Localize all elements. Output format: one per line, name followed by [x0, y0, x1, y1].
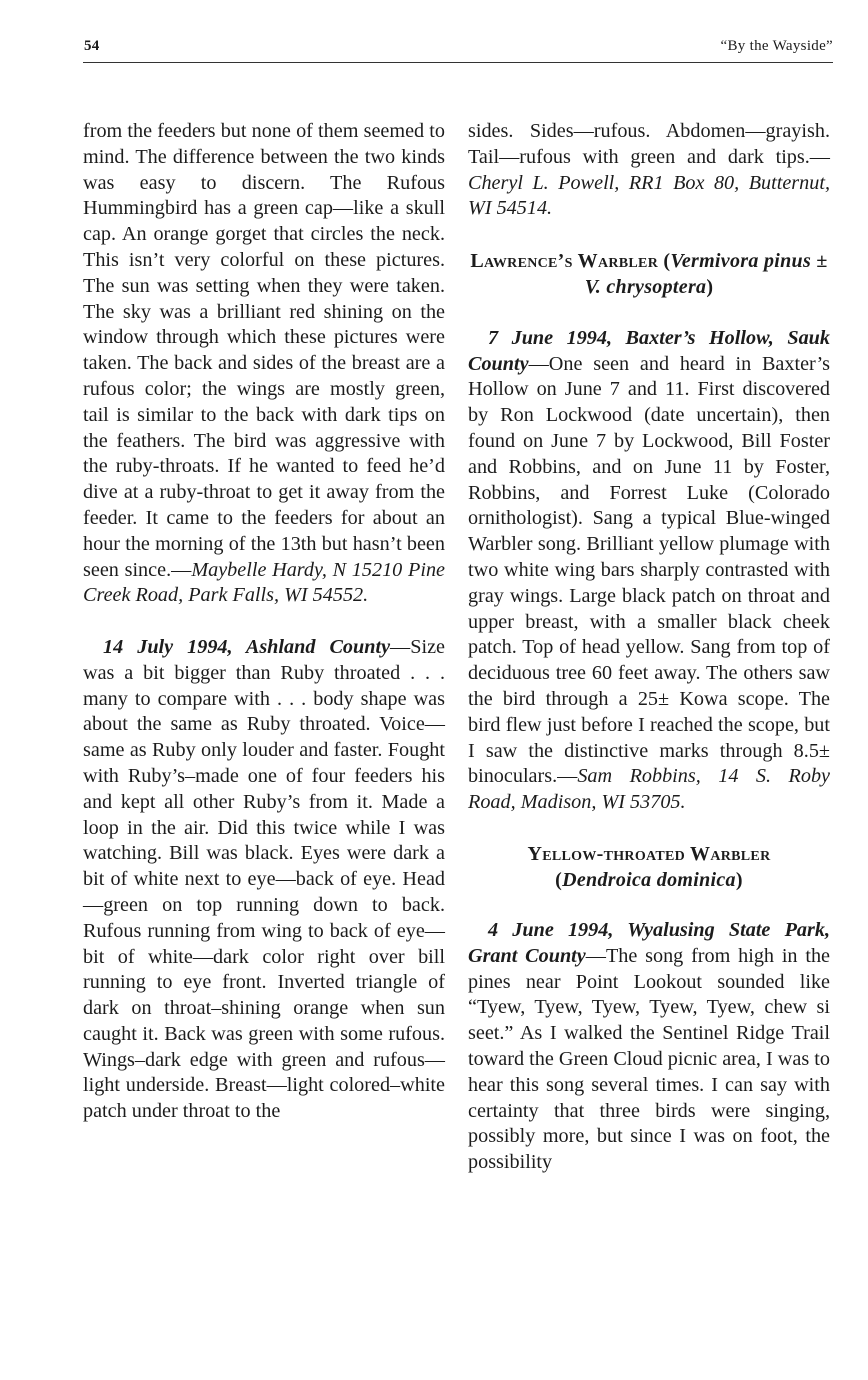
- report-date-location: 14 July 1994, Ashland County: [103, 635, 391, 658]
- page-number: 54: [84, 38, 100, 54]
- report-date-location: 4 June 1994, Wyalusing State Park, Grant County: [468, 918, 830, 967]
- paragraph-text: —The song from high in the pines near Point Lookout sounded like “Tyew, Tyew, Tyew, Tyew, Tyew, chew si seet.” As I walked the Sentinel Ridge Trail toward the Green Cloud picnic area, I was to hear this song several times. I can say with certainty that three birds were singing, possibly more, but since I was on foot, the possibility: [468, 944, 830, 1174]
- baxters-hollow-report: [468, 326, 830, 816]
- species-heading-lawrences-warbler: Lawrence’s Warbler (Vermivora pinus ± V. chrysoptera): [470, 249, 828, 298]
- ashland-report: [83, 635, 445, 1125]
- species-scientific-name: Vermivora pinus ± V. chrysoptera: [584, 249, 828, 298]
- powell-report-continued: [468, 119, 830, 222]
- species-common-name: Lawrence’s Warbler: [470, 249, 659, 272]
- page-header: [83, 36, 833, 63]
- running-title: “By the Wayside”: [720, 38, 833, 54]
- right-column: [468, 119, 830, 1176]
- left-column: [83, 119, 445, 1125]
- species-scientific-name: Dendroica dominica: [562, 868, 736, 891]
- wyalusing-report: [468, 918, 830, 1176]
- observer-signature: Cheryl L. Powell, RR1 Box 80, Butternut, WI 54514.: [468, 171, 830, 220]
- observer-signature: Sam Robbins, 14 S. Roby Road, Madison, WI 53705.: [468, 765, 830, 814]
- paragraph-text: from the feeders but none of them seemed to mind. The difference between the two kinds was easy to discern. The Rufous Hummingbird has a green cap—like a skull cap. An orange gorget that circles the neck. This isn’t very colorful on these pictures. The sun was setting when they were taken. The sky was a brilliant red shining on the window through which these pictures were taken. The back and sides of the breast are a rufous color; the wings are mostly green, tail is similar to the back with dark tips on the feathers. The bird was aggressive with the ruby-throats. If he wanted to feed he’d dive at a ruby-throat to get it away from the feeder. It came to the feeders for about an hour the morning of the 13th but hasn’t been seen since.—: [83, 120, 445, 581]
- report-date-location: 7 June 1994, Baxter’s Hollow, Sauk County: [468, 326, 830, 375]
- paragraph-text: —Size was a bit bigger than Ruby throated . . . many to compare with . . . body shape was about the same as Ruby throated. Voice—same as Ruby only louder and faster. Fought with Ruby’s–made one of four feeders his and kept all other Ruby’s from it. Made a loop in the air. Did this twice while I was watching. Bill was black. Eyes were dark a bit of white next to eye—back of eye. Head—green on top running down to back. Rufous running from wing to back of eye—bit of white—dark color right over bill running to eye front. Inverted triangle of dark on throat–shining orange when sun caught it. Back was green with some rufous. Wings–dark edge with green and rufous—light underside. Breast—light colored–white patch under throat to the: [83, 635, 445, 1123]
- paragraph-text: sides. Sides—rufous. Abdomen—grayish. Tail—rufous with green and dark tips.—: [468, 120, 830, 168]
- species-heading-yellow-throated-warbler: Yellow-throated Warbler (Dendroica dominica): [527, 842, 771, 891]
- rufous-report-continued: [83, 119, 445, 609]
- observer-signature: Maybelle Hardy, N 15210 Pine Creek Road, Park Falls, WI 54552.: [83, 558, 445, 607]
- paragraph-text: —One seen and heard in Baxter’s Hollow on June 7 and 11. First discovered by Ron Lockwood (date uncertain), then found on June 7 by Lockwood, Bill Foster and Robbins, and on June 11 by Foster, Robbins, and Forrest Luke (Colorado ornithologist). Sang a typical Blue-winged Warbler song. Brilliant yellow plumage with two white wing bars sharply contrasted with gray wings. Large black patch on throat and upper breast, with a smaller black cheek patch. Top of head yellow. Sang from top of deciduous tree 60 feet away. The others saw the bird through a 25± Kowa scope. The bird flew just before I reached the scope, but I saw the distinctive marks through 8.5± binoculars.—: [468, 352, 830, 788]
- species-common-name: Yellow-throated Warbler: [527, 842, 771, 865]
